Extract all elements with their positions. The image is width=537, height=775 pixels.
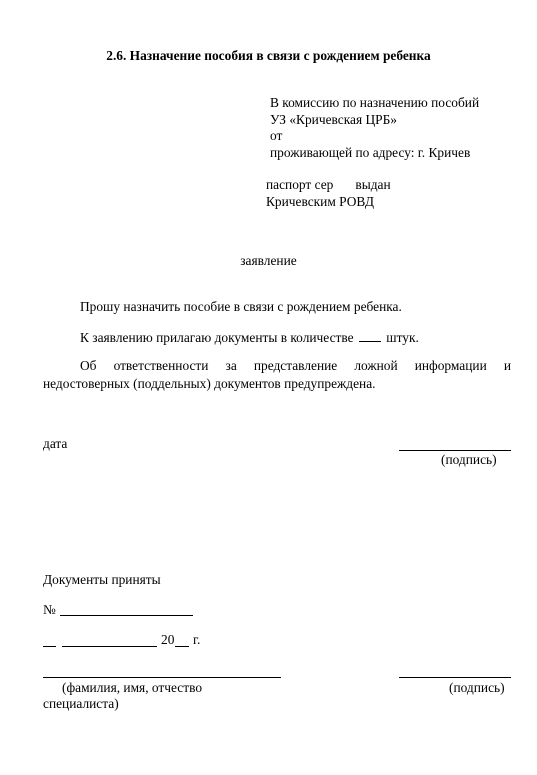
body-paragraph-3 [43,357,511,393]
registration-number-label: № [43,602,56,617]
applicant-signature-label: (подпись) [441,452,497,467]
passport-authority: Кричевским РОВД [266,193,374,209]
documents-accepted-title: Документы приняты [43,572,161,587]
specialist-name-label-line-1: (фамилия, имя, отчество [62,680,203,695]
registration-number-line [60,615,193,616]
applicant-signature-line [399,450,511,451]
addressee-line-3: от [270,128,283,143]
addressee-block [270,95,479,161]
date-year-line [175,646,189,647]
passport-block [266,177,391,210]
document-title: 2.6. Назначение пособия в связи с рождением ребенка [106,48,431,63]
date-month-line [62,646,157,647]
passport-label: паспорт сер [266,177,334,192]
para2-text-after: штук. [386,330,419,345]
para3-line-1: Об ответственности за представление ложной информации и [80,358,511,373]
addressee-line-1: В комиссию по назначению пособий [270,95,480,110]
addressee-line-2: УЗ «Кричевская ЦРБ» [270,111,397,127]
date-year-suffix: г. [193,632,201,647]
specialist-name-label-line-2: специалиста) [43,696,119,711]
specialist-signature-label: (подпись) [449,680,505,695]
date-label: дата [43,436,68,451]
body-paragraph-1: Прошу назначить пособие в связи с рождением ребенка. [80,299,402,314]
document-count-blank [359,329,381,342]
specialist-signature-line [399,677,511,678]
passport-issued-label: выдан [355,177,391,192]
date-year-prefix: 20 [161,632,175,647]
addressee-line-4: проживающей по адресу: г. Кричев [270,144,471,160]
date-day-line [43,646,56,647]
specialist-name-line [43,677,281,678]
para3-line-2: недостоверных (поддельных) документов предупреждена. [43,376,376,391]
para2-text-before: К заявлению прилагаю документы в количестве [80,330,354,345]
statement-heading: заявление [240,253,297,268]
body-paragraph-2 [80,329,419,346]
specialist-name-label [43,680,202,712]
